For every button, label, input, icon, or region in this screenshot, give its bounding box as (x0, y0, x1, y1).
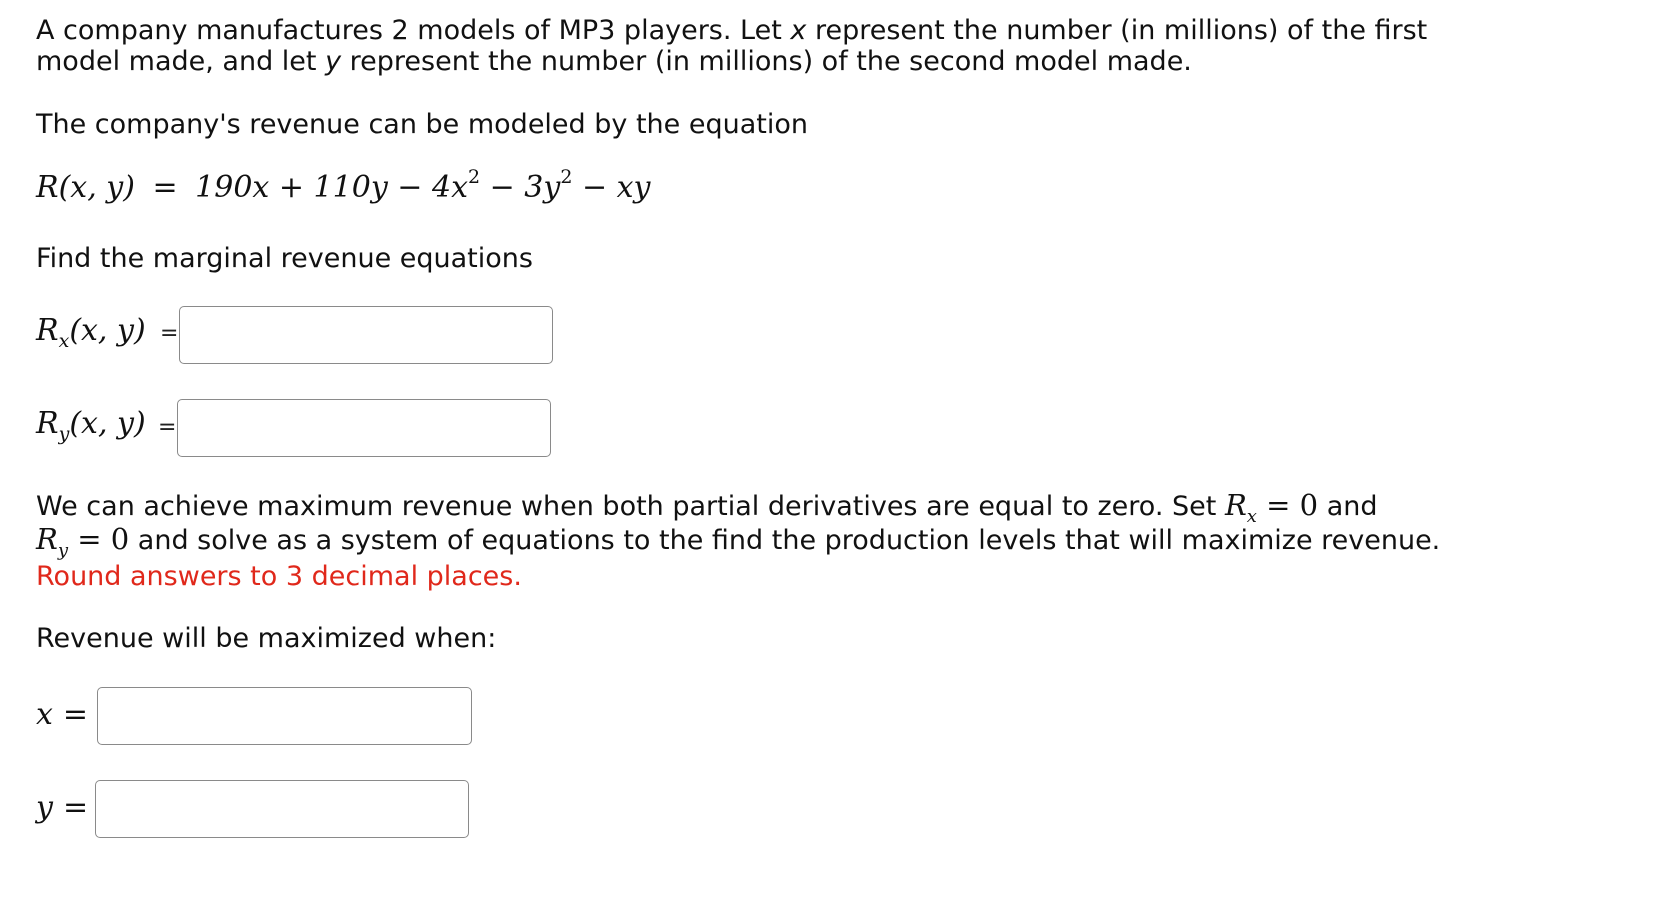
y-label: y (36, 790, 53, 825)
explanation-text: and solve as a system of equations to the find the production levels that will maximize revenue. (129, 525, 1441, 556)
equation-equals: = (152, 170, 178, 205)
revenue-equation (36, 166, 651, 205)
math-sub: y (57, 540, 69, 561)
y-answer-label (36, 790, 88, 825)
rx-label-main: R (36, 313, 59, 348)
math-main: R (36, 522, 58, 556)
rounding-note: Round answers to 3 decimal places. (36, 561, 522, 592)
equation-lhs: R(x, y) (36, 170, 135, 205)
explanation-text: We can achieve maximum revenue when both partial derivatives are equal to zero. Set (36, 491, 1225, 522)
equation-exponent: 2 (560, 166, 573, 188)
ry-label-sub: y (58, 423, 70, 445)
intro-text: model made, and let (36, 46, 326, 77)
rx-label-args: (x, y) (69, 313, 146, 348)
rx-label (36, 313, 146, 352)
problem-intro-line-2 (36, 45, 1192, 78)
variable-y: y (325, 46, 342, 77)
explanation-line-1 (36, 488, 1378, 527)
ry-label-args: (x, y) (69, 406, 146, 441)
intro-text: A company manufactures 2 models of MP3 players. Let (36, 15, 791, 46)
equation-term: 190x + 110y − 4x (195, 170, 468, 205)
rx-answer-input[interactable] (179, 306, 553, 364)
rx-zero-math (1224, 488, 1319, 527)
x-answer-input[interactable] (97, 687, 472, 745)
ry-label-main: R (36, 406, 59, 441)
x-label: x (36, 697, 53, 732)
intro-text: represent the number (in millions) of the second model made. (341, 46, 1192, 77)
ry-zero-math (36, 522, 130, 561)
ry-equals: = (158, 415, 177, 440)
x-equals: = (62, 697, 89, 732)
ry-answer-input[interactable] (177, 399, 551, 457)
math-rest: = 0 (68, 522, 130, 556)
variable-x: x (790, 15, 807, 46)
rx-label-sub: x (58, 330, 70, 352)
explanation-line-2 (36, 522, 1441, 561)
equation-exponent: 2 (467, 166, 481, 188)
maximized-prompt: Revenue will be maximized when: (36, 623, 497, 654)
explanation-text: and (1318, 491, 1378, 522)
y-equals: = (62, 790, 89, 825)
revenue-intro: The company's revenue can be modeled by the equation (36, 109, 808, 140)
rx-equals: = (160, 321, 179, 346)
math-sub: x (1246, 506, 1257, 527)
marginal-prompt: Find the marginal revenue equations (36, 243, 533, 274)
equation-term: − 3y (480, 170, 561, 205)
x-answer-label (36, 697, 88, 732)
equation-term: − xy (572, 170, 651, 205)
math-rest: = 0 (1256, 488, 1319, 522)
math-main: R (1224, 488, 1247, 522)
y-answer-input[interactable] (95, 780, 469, 838)
problem-intro-line-1 (36, 14, 1427, 47)
ry-label (36, 406, 146, 445)
intro-text: represent the number (in millions) of the first (806, 15, 1428, 46)
